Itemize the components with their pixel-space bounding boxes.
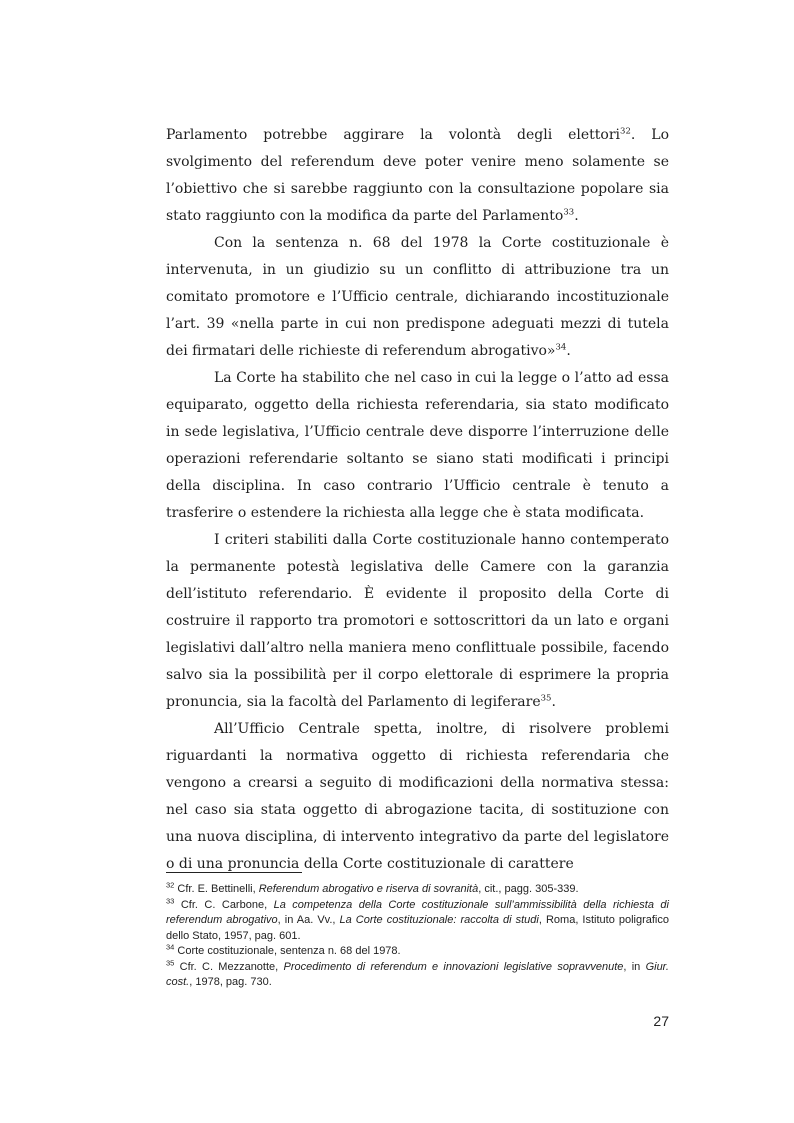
paragraph [166, 122, 669, 230]
footnote-number: 35 [166, 957, 175, 967]
footnote-ref[interactable]: 34 [555, 342, 567, 353]
footnote-ref[interactable]: 35 [540, 693, 552, 704]
footnote-text: , in Aa. Vv., [277, 914, 340, 926]
paragraph-text: . [566, 343, 571, 359]
footnote-number: 33 [166, 895, 175, 905]
paragraph-text: . [551, 694, 556, 710]
paragraph [166, 230, 669, 365]
footnote-text: , 1978, pag. 730. [189, 976, 272, 988]
footnote-title: Giur. cost. [166, 960, 669, 988]
footnote-separator [166, 872, 302, 873]
footnote-text: Cfr. C. Carbone, [174, 898, 274, 911]
paragraph-text: I criteri stabiliti dalla Corte costituzionale hanno contemperato la permanente potestà legislativa delle Camere con la garanzia dell’istituto referendario. È evidente il proposito della Corte di costruire il rapporto tra promotori e sottoscrittori da un lato e organi legislativi dall’altro nella maniera meno conflittuale possibile, facendo salvo sia la possibilità per il corpo elettorale di esprimere la propria pronuncia, sia la facoltà del Parlamento di legiferare [166, 532, 669, 710]
footnote [166, 957, 669, 991]
footnote-number: 32 [166, 880, 175, 890]
footnote-text: , in [623, 960, 646, 973]
footnotes [166, 882, 669, 991]
paragraph: All’Ufficio Centrale spetta, inoltre, di risolvere problemi riguardanti la normativa oggetto di richiesta referendaria che vengono a crearsi a seguito di modificazioni della normativa stessa: nel caso sia stata oggetto di abrogazione tacita, di sostituzione con una nuova disciplina, di intervento integrativo da parte del legislatore o di una pronuncia della Corte costituzionale di carattere [166, 721, 669, 872]
footnote-title: Procedimento di referendum e innovazioni legislative sopravvenute [283, 960, 624, 973]
footnote-text: , cit., pagg. 305-339. [478, 883, 579, 895]
paragraph-text: . [574, 208, 579, 224]
footnote-text: Cfr. C. Mezzanotte, [174, 960, 284, 973]
footnote-ref[interactable]: 33 [563, 207, 575, 218]
paragraph-text: Con la sentenza n. 68 del 1978 la Corte costituzionale è intervenuta, in un giudizio su un conflitto di attribuzione tra un comitato promotore e l’Ufficio centrale, dichiarando incostituzionale l’art. 39 «nella parte in cui non predispone adeguati mezzi di tutela dei firmatari delle richieste di referendum abrogativo» [166, 235, 669, 359]
footnote-title: La Corte costituzionale: raccolta di studi [339, 914, 539, 926]
page-number: 27 [653, 1013, 669, 1029]
footnote-text: , Roma, Istituto poligrafico dello Stato, 1957, pag. 601. [166, 914, 669, 942]
paragraph-text: . Lo svolgimento del referendum deve poter venire meno solamente se l’obiettivo che si sarebbe raggiunto con la consultazione popolare sia stato raggiunto con la modifica da parte del Parlamento [166, 127, 669, 224]
footnote [166, 882, 669, 898]
footnote [166, 895, 669, 945]
paragraph [166, 527, 669, 716]
footnote [166, 944, 669, 960]
paragraph-text: Parlamento potrebbe aggirare la volontà degli elettori [166, 127, 621, 143]
footnote-title: La competenza della Corte costituzionale sull’ammissibilità della richiesta di referendum abrogativo [166, 898, 669, 926]
paragraph: La Corte ha stabilito che nel caso in cui la legge o l’atto ad essa equiparato, oggetto della richiesta referendaria, sia stato modificato in sede legislativa, l’Ufficio centrale deve disporre l’interruzione delle operazioni referendarie soltanto se siano stati modificati i principi della disciplina. In caso contrario l’Ufficio centrale è tenuto a trasferire o estendere la richiesta alla legge che è stata modificata. [166, 370, 669, 521]
footnote-text: Cfr. E. Bettinelli, [174, 883, 259, 895]
body-text [166, 122, 669, 878]
footnote-title: Referendum abrogativo e riserva di sovranità [258, 883, 479, 895]
footnote-number: 34 [166, 942, 175, 952]
footnote-text: Corte costituzionale, sentenza n. 68 del 1978. [174, 945, 401, 957]
footnote-ref[interactable]: 32 [620, 126, 631, 137]
